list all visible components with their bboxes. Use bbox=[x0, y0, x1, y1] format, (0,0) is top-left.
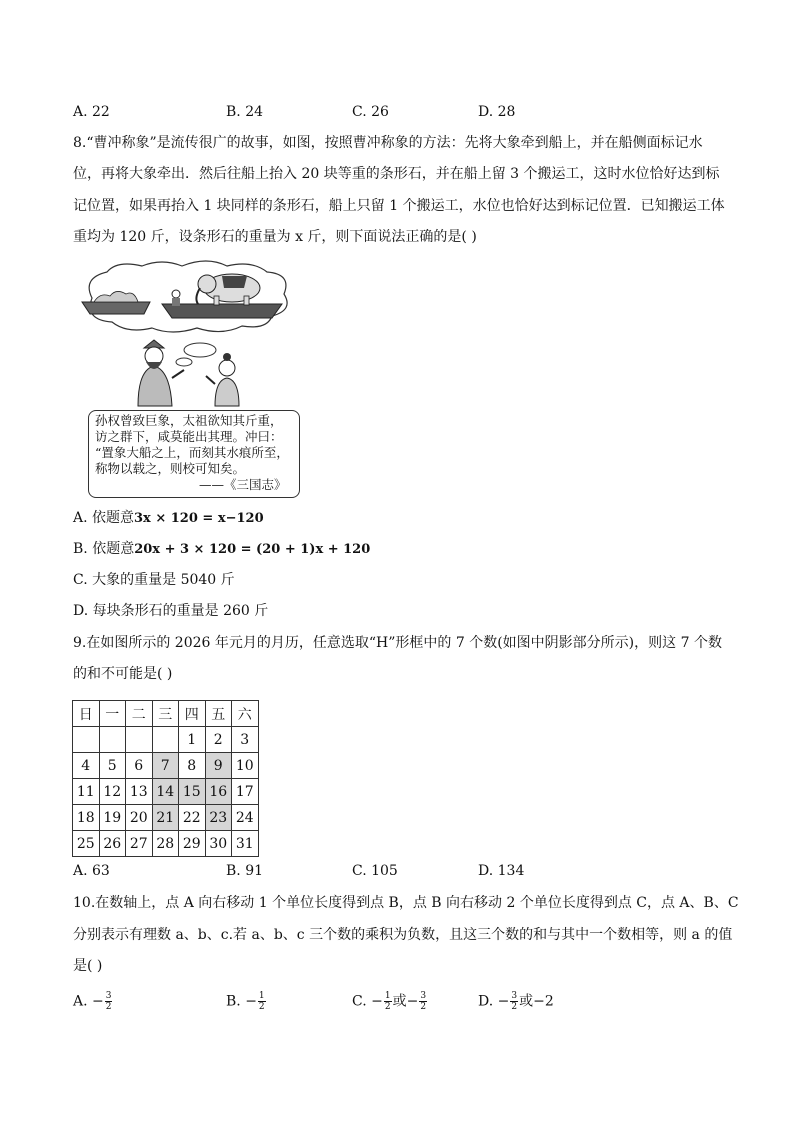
quote-source: ——《三国志》 bbox=[199, 477, 287, 492]
q9-option-b: B. 91 bbox=[226, 863, 264, 879]
q8-option-d: D. 每块条形石的重量是 260 斤 bbox=[73, 603, 269, 619]
q7-option-a: A. 22 bbox=[73, 104, 110, 120]
calendar-cell: 8 bbox=[179, 753, 206, 779]
calendar-cell: 17 bbox=[232, 779, 259, 805]
q8-line-1: 8.“曹冲称象”是流传很广的故事，如图，按照曹冲称象的方法：先将大象牵到船上，并在船侧面标记水 bbox=[73, 135, 703, 151]
q8-option-c: C. 大象的重量是 5040 斤 bbox=[73, 572, 235, 588]
fraction-denominator: 2 bbox=[105, 1002, 112, 1012]
calendar-table bbox=[72, 700, 259, 857]
q9-option-d: D. 134 bbox=[478, 863, 525, 879]
q10-option-d bbox=[478, 991, 554, 1012]
q10-option-c bbox=[352, 991, 428, 1012]
calendar-cell-shaded: 15 bbox=[179, 779, 206, 805]
calendar-row bbox=[73, 805, 259, 831]
q8-line-3: 记位置，如果再抬入 1 块同样的条形石，船上只留 1 个搬运工，水位也恰好达到标记位置．已知搬运工体 bbox=[73, 198, 725, 214]
calendar-header-row bbox=[73, 701, 259, 727]
fraction bbox=[510, 991, 518, 1012]
q10-option-b bbox=[226, 991, 267, 1012]
cao-chong-illustration bbox=[72, 258, 312, 413]
calendar-cell: 6 bbox=[126, 753, 153, 779]
q10-option-c-label: C. − bbox=[352, 993, 383, 1010]
q7-option-d: D. 28 bbox=[478, 104, 516, 120]
fraction bbox=[258, 991, 266, 1012]
fraction-denominator: 2 bbox=[420, 1002, 427, 1012]
fraction bbox=[419, 991, 427, 1012]
q8-option-a bbox=[73, 508, 264, 529]
calendar-cell-shaded: 7 bbox=[152, 753, 179, 779]
q10-line-2: 分别表示有理数 a、b、c.若 a、b、c 三个数的乘积为负数，且这三个数的和与其中一个数相等，则 a 的值 bbox=[73, 927, 733, 943]
calendar-cell bbox=[126, 727, 153, 753]
calendar-cell bbox=[73, 727, 100, 753]
calendar-cell-shaded: 9 bbox=[205, 753, 232, 779]
q8-option-a-prefix: A. 依题意 bbox=[73, 510, 135, 526]
calendar-header-cell: 五 bbox=[205, 701, 232, 727]
calendar-cell: 22 bbox=[179, 805, 206, 831]
calendar-row bbox=[73, 727, 259, 753]
calendar-cell: 27 bbox=[126, 831, 153, 857]
fraction-denominator: 2 bbox=[384, 1002, 391, 1012]
fraction-numerator: 1 bbox=[384, 991, 391, 1001]
calendar-cell: 3 bbox=[232, 727, 259, 753]
q10-option-c-mid: 或− bbox=[392, 993, 419, 1010]
fraction-numerator: 1 bbox=[258, 991, 265, 1001]
calendar-cell: 30 bbox=[205, 831, 232, 857]
calendar-cell: 20 bbox=[126, 805, 153, 831]
calendar-cell: 29 bbox=[179, 831, 206, 857]
calendar-cell-shaded: 21 bbox=[152, 805, 179, 831]
calendar-row bbox=[73, 753, 259, 779]
calendar-cell: 19 bbox=[99, 805, 126, 831]
calendar-cell bbox=[152, 727, 179, 753]
calendar-cell: 13 bbox=[126, 779, 153, 805]
calendar-row bbox=[73, 779, 259, 805]
q9-line-1: 9.在如图所示的 2026 年元月的月历，任意选取“H”形框中的 7 个数(如图中阴影部分所示)，则这 7 个数 bbox=[73, 635, 722, 651]
calendar-header-cell: 六 bbox=[232, 701, 259, 727]
calendar-cell: 24 bbox=[232, 805, 259, 831]
calendar-header-cell: 日 bbox=[73, 701, 100, 727]
q10-option-d-label: D. − bbox=[478, 993, 510, 1010]
q9-option-c: C. 105 bbox=[352, 863, 398, 879]
calendar-header-cell: 一 bbox=[99, 701, 126, 727]
calendar-cell: 18 bbox=[73, 805, 100, 831]
quote-line-1: 孙权曾致巨象，太祖欲知其斤重， bbox=[95, 413, 283, 428]
calendar-cell: 25 bbox=[73, 831, 100, 857]
q9-option-a: A. 63 bbox=[73, 863, 110, 879]
q10-option-d-tail: 或−2 bbox=[519, 993, 554, 1010]
calendar-header-cell: 三 bbox=[152, 701, 179, 727]
fraction bbox=[384, 991, 392, 1012]
quote-line-4: 称物以载之，则校可知矣。 bbox=[95, 461, 246, 476]
calendar-header-cell: 二 bbox=[126, 701, 153, 727]
q8-option-b-math: 20x + 3 × 120 = (20 + 1)x + 120 bbox=[134, 542, 371, 557]
fraction-numerator: 3 bbox=[420, 991, 427, 1001]
q10-line-3: 是( ) bbox=[73, 958, 103, 974]
q10-option-a-label: A. − bbox=[73, 993, 104, 1010]
quote-line-2: 访之群下，咸莫能出其理。冲曰： bbox=[95, 429, 283, 444]
q8-option-a-math: 3x × 120 = x−120 bbox=[134, 511, 264, 526]
calendar-cell-shaded: 14 bbox=[152, 779, 179, 805]
calendar-cell: 2 bbox=[205, 727, 232, 753]
q10-option-a bbox=[73, 991, 113, 1012]
fraction-numerator: 3 bbox=[511, 991, 518, 1001]
calendar-cell bbox=[99, 727, 126, 753]
calendar-cell: 1 bbox=[179, 727, 206, 753]
q9-line-2: 的和不可能是( ) bbox=[73, 666, 173, 682]
calendar-cell: 12 bbox=[99, 779, 126, 805]
calendar-cell-shaded: 23 bbox=[205, 805, 232, 831]
q8-option-b bbox=[73, 539, 370, 560]
calendar-cell: 31 bbox=[232, 831, 259, 857]
fraction-numerator: 3 bbox=[105, 991, 112, 1001]
calendar-row bbox=[73, 831, 259, 857]
q8-option-b-prefix: B. 依题意 bbox=[73, 541, 135, 557]
calendar-cell-shaded: 16 bbox=[205, 779, 232, 805]
calendar-cell: 5 bbox=[99, 753, 126, 779]
q10-option-b-label: B. − bbox=[226, 993, 257, 1010]
fraction-denominator: 2 bbox=[258, 1002, 265, 1012]
calendar-cell: 26 bbox=[99, 831, 126, 857]
q8-line-4: 重均为 120 斤，设条形石的重量为 x 斤，则下面说法正确的是( ) bbox=[73, 229, 477, 245]
q8-line-2: 位，再将大象牵出．然后往船上抬入 20 块等重的条形石，并在船上留 3 个搬运工，这时水位恰好达到标 bbox=[73, 166, 720, 182]
calendar-cell: 10 bbox=[232, 753, 259, 779]
calendar-cell: 4 bbox=[73, 753, 100, 779]
quote-line-3: “置象大船之上，而刻其水痕所至， bbox=[95, 445, 289, 460]
calendar-header-cell: 四 bbox=[179, 701, 206, 727]
calendar-cell: 11 bbox=[73, 779, 100, 805]
q10-line-1: 10.在数轴上，点 A 向右移动 1 个单位长度得到点 B，点 B 向右移动 2 个单位长度得到点 C，点 A、B、C bbox=[73, 895, 739, 911]
fraction-denominator: 2 bbox=[511, 1002, 518, 1012]
fraction bbox=[105, 991, 113, 1012]
quote-box bbox=[88, 410, 300, 498]
q7-option-b: B. 24 bbox=[226, 104, 264, 120]
calendar-cell: 28 bbox=[152, 831, 179, 857]
q7-option-c: C. 26 bbox=[352, 104, 389, 120]
